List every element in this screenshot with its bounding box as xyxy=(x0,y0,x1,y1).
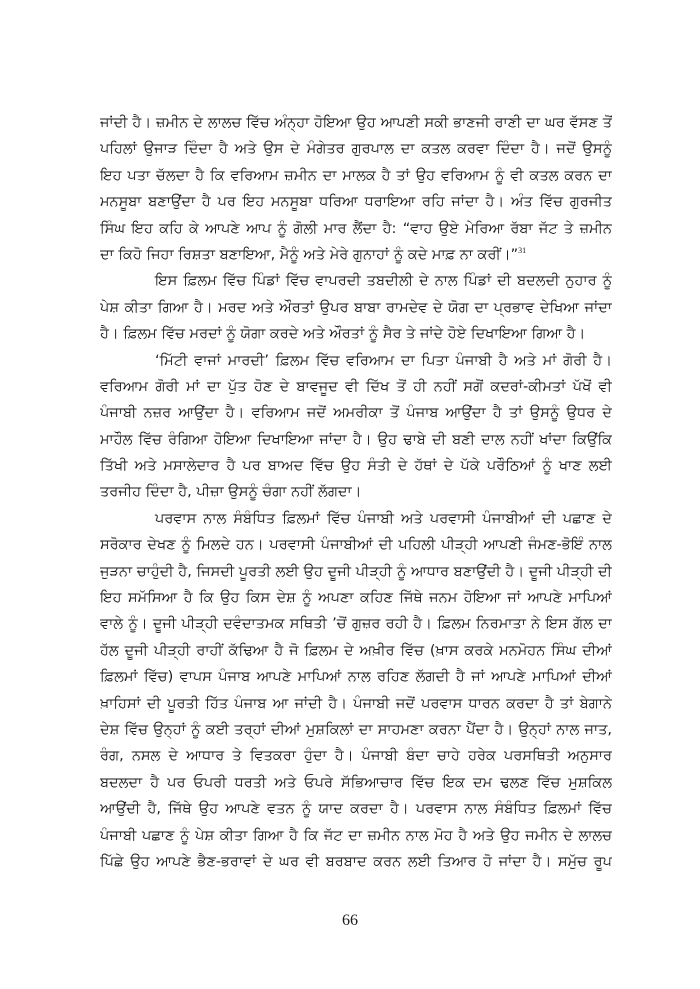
line-text: ਸਿੰਘ ਇਹ ਕਹਿ ਕੇ ਆਪਣੇ ਆਪ ਨੂੰ ਗੋਲੀ ਮਾਰ ਲੈਂਦਾ ਹੈ: “ਵਾਹ ਉਏ ਮੇਰਿਆ ਰੱਬਾ ਜੱਟ ਤੇ ਜ਼ਮੀਨ xyxy=(100,220,612,237)
text-line xyxy=(100,400,612,426)
line-text: ਪੰਜਾਬੀ ਪਛਾਣ ਨੂੰ ਪੇਸ਼ ਕੀਤਾ ਗਿਆ ਹੈ ਕਿ ਜੱਟ ਦਾ ਜ਼ਮੀਨ ਨਾਲ ਮੋਹ ਹੈ ਅਤੇ ਉਹ ਜਮੀਨ ਦੇ ਲਾਲਚ xyxy=(100,827,612,844)
line-text: ਰੰਗ, ਨਸਲ ਦੇ ਆਧਾਰ ਤੇ ਵਿਤਕਰਾ ਹੁੰਦਾ ਹੈ। ਪੰਜਾਬੀ ਬੰਦਾ ਚਾਹੇ ਹਰੇਕ ਪਰਸਥਿਤੀ ਅਨੁਸਾਰ xyxy=(100,748,612,765)
line-text: ਪਹਿਲਾਂ ਉਜਾੜ ਦਿੰਦਾ ਹੈ ਅਤੇ ਉਸ ਦੇ ਮੰਗੇਤਰ ਗੁਰਪਾਲ ਦਾ ਕਤਲ ਕਰਵਾ ਦਿੰਦਾ ਹੈ। ਜਦੋਂ ਉਸਨੂੰ xyxy=(100,141,612,158)
text-line xyxy=(100,638,612,664)
line-text: ਜਾਂਦੀ ਹੈ। ਜ਼ਮੀਨ ਦੇ ਲਾਲਚ ਵਿੱਚ ਅੰਨ੍ਹਾ ਹੋਇਆ ਉਹ ਆਪਣੀ ਸਕੀ ਭਾਣਜੀ ਰਾਣੀ ਦਾ ਘਰ ਵੱਸਣ ਤੋਂ xyxy=(100,115,612,131)
text-line xyxy=(100,295,612,321)
text-line xyxy=(100,321,612,347)
body-text xyxy=(100,110,612,875)
text-line xyxy=(100,216,612,242)
line-text: ਤਿੱਖੀ ਅਤੇ ਮਸਾਲੇਦਾਰ ਹੈ ਪਰ ਬਾਅਦ ਵਿੱਚ ਉਹ ਸੰਤੀ ਦੇ ਹੱਥਾਂ ਦੇ ਪੱਕੇ ਪਰੌਠਿਆਂ ਨੂੰ ਖਾਣ ਲਈ xyxy=(100,458,612,475)
line-text: ਦਾ ਕਿਹੋ ਜਿਹਾ ਰਿਸ਼ਤਾ ਬਣਾਇਆ, ਮੈਨੂੰ ਅਤੇ ਮੇਰੇ ਗੁਨਾਹਾਂ ਨੂੰ ਕਦੇ ਮਾਫ਼ ਨਾ ਕਰੀਂ।” xyxy=(100,246,519,263)
text-line xyxy=(100,559,612,585)
line-text: ਵਰਿਆਮ ਗੋਰੀ ਮਾਂ ਦਾ ਪੁੱਤ ਹੋਣ ਦੇ ਬਾਵਜੂਦ ਵੀ ਦਿੱਖ ਤੋਂ ਹੀ ਨਹੀਂ ਸਗੋਂ ਕਦਰਾਂ-ਕੀਮਤਾਂ ਪੱਖੋਂ ਵੀ xyxy=(100,378,612,395)
page-number: 66 xyxy=(342,912,358,929)
text-line xyxy=(100,796,612,822)
paragraph-first-line xyxy=(100,268,612,294)
line-text: ਇਹ ਸਮੱਸਿਆ ਹੈ ਕਿ ਉਹ ਕਿਸ ਦੇਸ਼ ਨੂੰ ਅਪਣਾ ਕਹਿਣ ਜਿੱਥੇ ਜਨਮ ਹੋਇਆ ਜਾਂ ਆਪਣੇ ਮਾਪਿਆਂ xyxy=(100,590,612,607)
line-text: ਪਿੱਛੇ ਉਹ ਆਪਣੇ ਭੈਣ-ਭਰਾਵਾਂ ਦੇ ਘਰ ਵੀ ਬਰਬਾਦ ਕਰਨ ਲਈ ਤਿਆਰ ਹੋ ਜਾਂਦਾ ਹੈ। ਸਮੁੱਚ ਰੂਪ xyxy=(100,853,612,870)
text-line xyxy=(100,479,612,505)
text-line xyxy=(100,136,612,162)
line-text: ਆਉਂਦੀ ਹੈ, ਜਿੱਥੇ ਉਹ ਆਪਣੇ ਵਤਨ ਨੂੰ ਯਾਦ ਕਰਦਾ ਹੈ। ਪਰਵਾਸ ਨਾਲ ਸੰਬੰਧਿਤ ਫ਼ਿਲਮਾਂ ਵਿੱਚ xyxy=(100,801,612,818)
line-text: ਮਨਸੂਬਾ ਬਣਾਉਂਦਾ ਹੈ ਪਰ ਇਹ ਮਨਸੂਬਾ ਧਰਿਆ ਧਰਾਇਆ ਰਹਿ ਜਾਂਦਾ ਹੈ। ਅੰਤ ਵਿੱਚ ਗੁਰਜੀਤ xyxy=(100,194,612,211)
text-line xyxy=(100,427,612,453)
line-text: ਪਰਵਾਸ ਨਾਲ ਸੰਬੰਧਿਤ ਫ਼ਿਲਮਾਂ ਵਿੱਚ ਪੰਜਾਬੀ ਅਤੇ ਪਰਵਾਸੀ ਪੰਜਾਬੀਆਂ ਦੀ ਪਛਾਣ ਦੇ xyxy=(155,510,612,527)
line-text: ਹੱਲ ਦੂਜੀ ਪੀੜ੍ਹੀ ਰਾਹੀਂ ਕੱਢਿਆ ਹੈ ਜੋ ਫ਼ਿਲਮ ਦੇ ਅਖ਼ੀਰ ਵਿੱਚ (ਖ਼ਾਸ ਕਰਕੇ ਮਨਮੋਹਨ ਸਿੰਘ ਦੀਆਂ xyxy=(100,642,612,659)
text-line xyxy=(100,374,612,400)
line-text: ਸਰੋਕਾਰ ਦੇਖਣ ਨੂੰ ਮਿਲਦੇ ਹਨ। ਪਰਵਾਸੀ ਪੰਜਾਬੀਆਂ ਦੀ ਪਹਿਲੀ ਪੀੜ੍ਹੀ ਆਪਣੀ ਜੰਮਣ-ਭੋਇੰ ਨਾਲ xyxy=(100,537,612,554)
text-line xyxy=(100,770,612,796)
line-text: ਇਹ ਪਤਾ ਚੱਲਦਾ ਹੈ ਕਿ ਵਰਿਆਮ ਜ਼ਮੀਨ ਦਾ ਮਾਲਕ ਹੈ ਤਾਂ ਉਹ ਵਰਿਆਮ ਨੂੰ ਵੀ ਕਤਲ ਕਰਨ ਦਾ xyxy=(100,167,612,184)
text-line xyxy=(100,664,612,690)
line-text: ਹੈ। ਫ਼ਿਲਮ ਵਿੱਚ ਮਰਦਾਂ ਨੂੰ ਯੋਗਾ ਕਰਦੇ ਅਤੇ ਔਰਤਾਂ ਨੂੰ ਸੈਰ ਤੇ ਜਾਂਦੇ ਹੋਏ ਦਿਖਾਇਆ ਗਿਆ ਹੈ। xyxy=(100,326,586,343)
text-line xyxy=(100,242,612,268)
text-line xyxy=(100,691,612,717)
text-line xyxy=(100,849,612,875)
line-text: ਖ਼ਾਹਿਸਾਂ ਦੀ ਪੂਰਤੀ ਹਿੱਤ ਪੰਜਾਬ ਆ ਜਾਂਦੀ ਹੈ। ਪੰਜਾਬੀ ਜਦੋਂ ਪਰਵਾਸ ਧਾਰਨ ਕਰਦਾ ਹੈ ਤਾਂ ਬੇਗਾਨੇ xyxy=(100,695,612,712)
line-text: ਬਦਲਦਾ ਹੈ ਪਰ ਓਪਰੀ ਧਰਤੀ ਅਤੇ ਓਪਰੇ ਸੱਭਿਆਚਾਰ ਵਿੱਚ ਇਕ ਦਮ ਢਲਣ ਵਿੱਚ ਮੁਸ਼ਕਿਲ xyxy=(100,774,612,791)
text-line xyxy=(100,611,612,637)
text-line xyxy=(100,743,612,769)
line-text: ਮਾਹੌਲ ਵਿੱਚ ਰੰਗਿਆ ਹੋਇਆ ਦਿਖਾਇਆ ਜਾਂਦਾ ਹੈ। ਉਹ ਢਾਬੇ ਦੀ ਬਣੀ ਦਾਲ ਨਹੀਂ ਖਾਂਦਾ ਕਿਉਂਕਿ xyxy=(100,431,612,448)
line-text: ਵਾਲੇ ਨੂੰ। ਦੂਜੀ ਪੀੜ੍ਹੀ ਦਵੰਦਾਤਮਕ ਸਥਿਤੀ ’ਚੋਂ ਗੁਜ਼ਰ ਰਹੀ ਹੈ। ਫ਼ਿਲਮ ਨਿਰਮਾਤਾ ਨੇ ਇਸ ਗੱਲ ਦਾ xyxy=(100,616,612,633)
line-text: ਜੁੜਨਾ ਚਾਹੁੰਦੀ ਹੈ, ਜਿਸਦੀ ਪੂਰਤੀ ਲਈ ਉਹ ਦੂਜੀ ਪੀੜ੍ਹੀ ਨੂੰ ਆਧਾਰ ਬਣਾਉਂਦੀ ਹੈ। ਦੂਜੀ ਪੀੜ੍ਹੀ ਦੀ xyxy=(100,563,612,580)
line-text: ਤਰਜੀਹ ਦਿੰਦਾ ਹੈ, ਪੀਜ਼ਾ ਉਸਨੂੰ ਚੰਗਾ ਨਹੀਂ ਲੱਗਦਾ। xyxy=(100,484,362,501)
line-text: ‘ਮਿੱਟੀ ਵਾਜਾਂ ਮਾਰਦੀ’ ਫ਼ਿਲਮ ਵਿੱਚ ਵਰਿਆਮ ਦਾ ਪਿਤਾ ਪੰਜਾਬੀ ਹੈ ਅਤੇ ਮਾਂ ਗੋਰੀ ਹੈ। xyxy=(155,352,612,369)
line-text: ਦੇਸ਼ ਵਿੱਚ ਉਨ੍ਹਾਂ ਨੂੰ ਕਈ ਤਰ੍ਹਾਂ ਦੀਆਂ ਮੁਸ਼ਕਿਲਾਂ ਦਾ ਸਾਹਮਣਾ ਕਰਨਾ ਪੈਂਦਾ ਹੈ। ਉਨ੍ਹਾਂ ਨਾਲ ਜਾਤ, xyxy=(100,721,612,738)
footnote-reference: 31 xyxy=(518,246,527,256)
text-line xyxy=(100,189,612,215)
paragraph-first-line xyxy=(100,506,612,532)
text-line xyxy=(100,163,612,189)
text-line xyxy=(100,823,612,849)
text-line xyxy=(100,453,612,479)
paragraph-first-line xyxy=(100,348,612,374)
line-text: ਪੰਜਾਬੀ ਨਜ਼ਰ ਆਉਂਦਾ ਹੈ। ਵਰਿਆਮ ਜਦੋਂ ਅਮਰੀਕਾ ਤੋਂ ਪੰਜਾਬ ਆਉਂਦਾ ਹੈ ਤਾਂ ਉਸਨੂੰ ਉਧਰ ਦੇ xyxy=(100,405,612,422)
text-line xyxy=(100,717,612,743)
line-text: ਫ਼ਿਲਮਾਂ ਵਿੱਚ) ਵਾਪਸ ਪੰਜਾਬ ਆਪਣੇ ਮਾਪਿਆਂ ਨਾਲ ਰਹਿਣ ਲੱਗਦੀ ਹੈ ਜਾਂ ਆਪਣੇ ਮਾਪਿਆਂ ਦੀਆਂ xyxy=(100,669,612,686)
line-text: ਪੇਸ਼ ਕੀਤਾ ਗਿਆ ਹੈ। ਮਰਦ ਅਤੇ ਔਰਤਾਂ ਉਪਰ ਬਾਬਾ ਰਾਮਦੇਵ ਦੇ ਯੋਗ ਦਾ ਪ੍ਰਭਾਵ ਦੇਖਿਆ ਜਾਂਦਾ xyxy=(100,299,612,316)
text-line xyxy=(100,532,612,558)
line-text: ਇਸ ਫ਼ਿਲਮ ਵਿੱਚ ਪਿੰਡਾਂ ਵਿੱਚ ਵਾਪਰਦੀ ਤਬਦੀਲੀ ਦੇ ਨਾਲ ਪਿੰਡਾਂ ਦੀ ਬਦਲਦੀ ਨੁਹਾਰ ਨੂੰ xyxy=(155,273,612,290)
text-line xyxy=(100,110,612,136)
text-line xyxy=(100,585,612,611)
